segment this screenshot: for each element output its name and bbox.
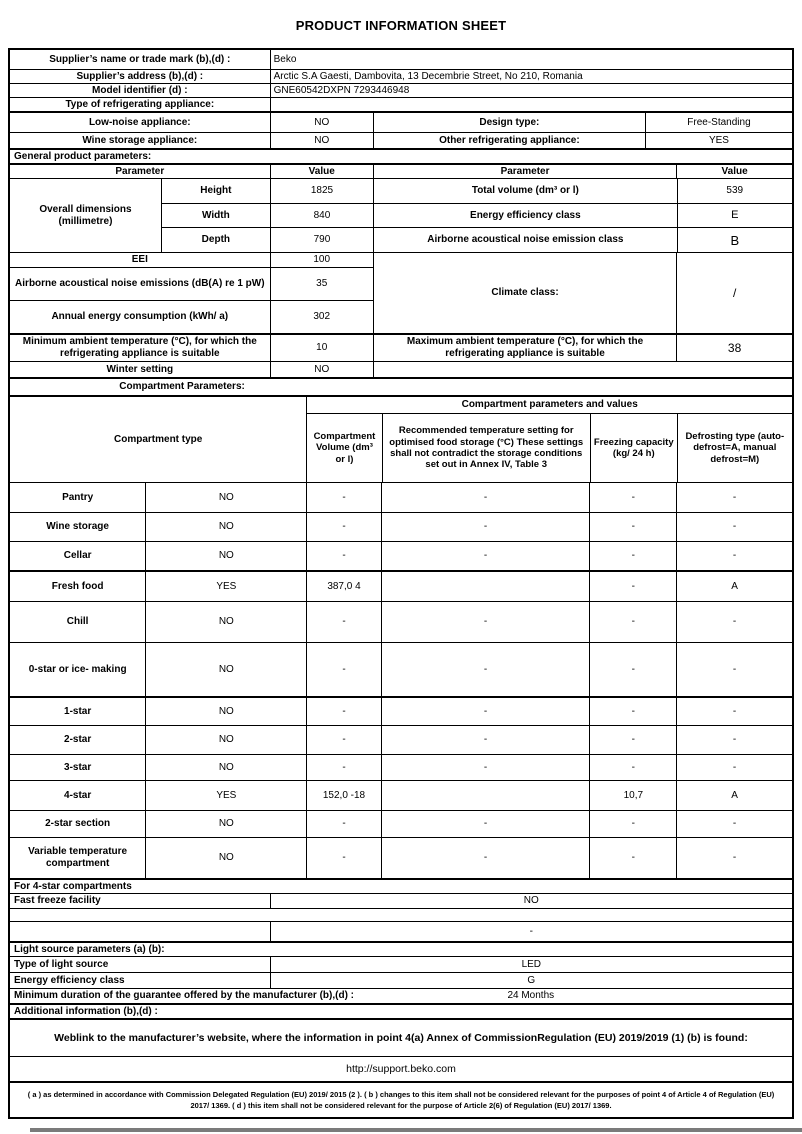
compartment-type-header: Compartment type — [114, 433, 203, 445]
light-source-type-row — [10, 956, 792, 972]
total-volume-value: 539 — [677, 179, 792, 203]
footnote-row — [10, 1081, 792, 1117]
eei-row — [10, 253, 373, 267]
compartment-freezing-cell: - — [589, 838, 676, 878]
compartment-volume-cell: - — [306, 838, 380, 878]
compartment-type-cell: Variable temperature compartment — [28, 846, 128, 869]
compartment-row-fresh-food — [10, 570, 792, 601]
compartment-volume-cell: - — [306, 542, 380, 570]
compartment-type-cell: 4-star — [64, 789, 92, 801]
height-row — [161, 179, 792, 203]
compartment-temp-cell: - — [381, 811, 590, 837]
energy-class-label: Energy efficiency class — [373, 204, 676, 228]
additional-information-row — [10, 1003, 792, 1018]
depth-row — [161, 227, 792, 252]
compartment-volume-cell: - — [306, 483, 380, 512]
next-page-edge — [30, 1128, 802, 1132]
compartment-defrost-cell: - — [676, 483, 792, 512]
compartment-type-cell: Cellar — [63, 550, 92, 562]
supplier-name-value: Beko — [270, 50, 792, 69]
design-type-label: Design type: — [373, 113, 645, 132]
compartment-present-cell: NO — [145, 755, 306, 780]
weblink-url-row — [10, 1056, 792, 1081]
footnote-text: ( a ) as determined in accordance with Commission Delegated Regulation (EU) 2019/ 2015 (2 ). ( b ) changes to this item shall not be considered relevant for the purposes of point 4 of Article 4 of Regulation (EU) 2017/ 1369. ( d ) this item shall not be considered relevant for the purpose of Article 2(6) of Regulation (EU) 2017/ 1369. — [27, 1089, 775, 1110]
compartment-freezing-cell: - — [589, 698, 676, 725]
low-noise-row — [10, 111, 792, 132]
compartment-freezing-cell: 10,7 — [589, 781, 676, 810]
compartment-temp-cell: - — [381, 838, 590, 878]
compartment-temp-cell: - — [381, 643, 590, 696]
compartment-parameters-label: Compartment Parameters: — [119, 381, 245, 393]
light-energy-class-value: G — [270, 973, 792, 988]
model-identifier-value: GNE60542DXPN 7293446948 — [270, 84, 792, 97]
annual-energy-label: Annual energy consumption (kWh/ a) — [51, 311, 229, 323]
compartment-temp-cell: - — [381, 726, 590, 754]
compartment-volume-cell: - — [306, 726, 380, 754]
winter-setting-value: NO — [270, 362, 373, 377]
compartment-defrost-cell: - — [676, 755, 792, 780]
compartment-volume-cell: - — [306, 755, 380, 780]
empty-row — [10, 908, 792, 921]
light-source-type-label: Type of light source — [14, 958, 109, 970]
compartment-row-2-star — [10, 725, 792, 754]
compartment-row-3-star — [10, 754, 792, 780]
compartment-temp-cell: - — [381, 483, 590, 512]
product-information-sheet — [8, 48, 794, 1119]
supplier-address-label: Supplier’s address (b),(d) : — [76, 70, 204, 82]
height-label: Height — [161, 179, 270, 203]
airborne-noise-row — [10, 267, 373, 300]
compartment-temp-cell — [381, 572, 590, 601]
compartment-present-cell: NO — [145, 643, 306, 696]
design-type-value: Free-Standing — [645, 113, 792, 132]
compartment-defrost-cell: - — [676, 811, 792, 837]
weblink-text: Weblink to the manufacturer’s website, where the information in point 4(a) Annex of CommissionRegulation (EU) 2019/2019 (1) (b) is found: — [54, 1031, 748, 1044]
wine-storage-label: Wine storage appliance: — [82, 134, 198, 146]
annual-energy-value: 302 — [270, 301, 373, 333]
compartment-temp-cell: - — [381, 602, 590, 642]
compartment-freezing-cell: - — [589, 542, 676, 570]
compartment-temp-cell: - — [381, 755, 590, 780]
guarantee-label: Minimum duration of the guarantee offered by the manufacturer (b),(d) : — [14, 990, 355, 1002]
general-parameters-label: General product parameters: — [14, 150, 152, 162]
compartment-defrost-cell: A — [676, 572, 792, 601]
compartment-parameters-header-row — [10, 377, 792, 395]
supplier-address-value: Arctic S.A Gaesti, Dambovita, 13 Decembrie Street, No 210, Romania — [270, 70, 792, 83]
guarantee-row — [10, 988, 792, 1003]
airborne-noise-label: Airborne acoustical noise emissions (dB(A) re 1 pW) — [15, 278, 265, 290]
compartment-present-cell: NO — [145, 726, 306, 754]
winter-setting-row — [10, 361, 792, 377]
value-header-right: Value — [676, 165, 792, 178]
general-parameters-header-row — [10, 148, 792, 163]
width-value: 840 — [270, 204, 373, 228]
compartment-present-cell: NO — [145, 542, 306, 570]
compartment-volume-header: Compartment Volume (dm³ or l) — [313, 430, 376, 465]
depth-value: 790 — [270, 228, 373, 252]
fast-freeze-label: Fast freeze facility — [14, 895, 101, 907]
other-refrigerating-value: YES — [645, 133, 792, 148]
max-ambient-label: Maximum ambient temperature (°C), for which the refrigerating appliance is suitable — [373, 335, 676, 361]
compartment-defrost-cell: - — [676, 513, 792, 541]
compartment-freezing-cell: - — [589, 483, 676, 512]
compartment-row-1-star — [10, 696, 792, 725]
width-row — [161, 203, 792, 228]
compartment-defrost-cell: - — [676, 838, 792, 878]
noise-class-value: B — [677, 228, 792, 252]
compartment-freezing-cell: - — [589, 643, 676, 696]
low-noise-label: Low-noise appliance: — [88, 116, 191, 128]
climate-class-value: / — [676, 253, 792, 333]
weblink-url: http://support.beko.com — [346, 1062, 456, 1075]
compartment-volume-cell: - — [306, 643, 380, 696]
compartment-row-variable-temperature — [10, 837, 792, 878]
dimensions-block — [10, 178, 792, 252]
fast-freeze-row — [10, 893, 792, 908]
noise-class-label: Airborne acoustical noise emission class — [373, 228, 676, 252]
supplier-name-label: Supplier’s name or trade mark (b),(d) : — [49, 53, 231, 65]
compartment-defrost-cell: - — [676, 698, 792, 725]
appliance-type-label: Type of refrigerating appliance: — [65, 98, 215, 110]
supplier-name-row — [10, 50, 792, 69]
compartment-row-4-star — [10, 780, 792, 810]
supplier-address-row — [10, 69, 792, 83]
width-label: Width — [161, 204, 270, 228]
compartment-row-pantry — [10, 482, 792, 512]
defrosting-type-header: Defrosting type (auto-defrost=A, manual defrost=M) — [677, 414, 792, 482]
compartment-freezing-cell: - — [589, 726, 676, 754]
depth-label: Depth — [161, 228, 270, 252]
compartment-row-chill — [10, 601, 792, 642]
overall-dimensions-line1: Overall dimensions — [39, 203, 132, 215]
compartment-type-cell: 2-star section — [45, 818, 111, 830]
dash-row — [10, 921, 792, 941]
climate-class-label: Climate class: — [373, 253, 676, 333]
compartment-volume-cell: - — [306, 811, 380, 837]
guarantee-value: 24 Months — [507, 990, 555, 1002]
compartment-defrost-cell: - — [676, 726, 792, 754]
compartment-defrost-cell: - — [676, 643, 792, 696]
appliance-type-row — [10, 97, 792, 111]
total-volume-label: Total volume (dm³ or l) — [373, 179, 676, 203]
energy-class-value: E — [677, 204, 792, 228]
compartment-freezing-cell: - — [589, 572, 676, 601]
compartment-type-cell: Fresh food — [51, 580, 104, 592]
compartment-temp-cell: - — [381, 698, 590, 725]
wine-storage-value: NO — [270, 133, 373, 148]
compartment-type-cell: 2-star — [64, 734, 92, 746]
value-header-left: Value — [270, 165, 373, 178]
light-source-header-label: Light source parameters (a) (b): — [14, 943, 165, 955]
compartment-volume-cell: 152,0 -18 — [306, 781, 380, 810]
compartment-type-cell: Wine storage — [46, 521, 109, 533]
appliance-type-value — [270, 98, 792, 111]
compartment-freezing-cell: - — [589, 602, 676, 642]
wine-storage-row — [10, 132, 792, 148]
winter-setting-label: Winter setting — [106, 363, 174, 375]
compartment-temp-cell: - — [381, 513, 590, 541]
compartment-present-cell: NO — [145, 838, 306, 878]
light-energy-class-label: Energy efficiency class — [14, 974, 125, 986]
compartment-row-wine-storage — [10, 512, 792, 541]
compartment-volume-cell: - — [306, 513, 380, 541]
compartment-present-cell: YES — [145, 781, 306, 810]
compartment-type-cell: 1-star — [64, 705, 92, 717]
light-energy-class-row — [10, 972, 792, 988]
empty-cell — [10, 909, 792, 921]
overall-dimensions-label — [10, 179, 161, 252]
model-identifier-label: Model identifier (d) : — [92, 84, 188, 96]
compartment-group-header: Compartment parameters and values — [307, 397, 792, 414]
compartment-type-cell: 0-star or ice- making — [28, 663, 127, 675]
compartment-present-cell: NO — [145, 513, 306, 541]
fast-freeze-value: NO — [270, 894, 792, 908]
compartment-volume-cell: - — [306, 602, 380, 642]
airborne-noise-value: 35 — [270, 268, 373, 300]
ambient-temperature-row — [10, 333, 792, 361]
dash-row-value: - — [270, 922, 792, 941]
compartment-row-cellar — [10, 541, 792, 570]
freezing-capacity-header: Freezing capacity (kg/ 24 h) — [590, 414, 677, 482]
winter-setting-empty — [373, 362, 792, 377]
parameter-header-left: Parameter — [115, 165, 165, 177]
parameter-header-row — [10, 163, 792, 178]
four-star-header-row — [10, 878, 792, 893]
compartment-freezing-cell: - — [589, 513, 676, 541]
compartment-type-cell: Pantry — [62, 491, 94, 503]
compartment-table-header — [10, 395, 792, 482]
compartment-present-cell: NO — [145, 698, 306, 725]
compartment-type-cell: Chill — [66, 616, 89, 628]
compartment-defrost-cell: - — [676, 602, 792, 642]
compartment-volume-cell: - — [306, 698, 380, 725]
compartment-temp-cell: - — [381, 542, 590, 570]
parameter-header-right: Parameter — [373, 165, 676, 178]
overall-dimensions-line2: (millimetre) — [58, 215, 113, 227]
compartment-present-cell: NO — [145, 811, 306, 837]
compartment-volume-cell: 387,0 4 — [306, 572, 380, 601]
page-title: PRODUCT INFORMATION SHEET — [295, 18, 507, 33]
min-ambient-value: 10 — [270, 335, 373, 361]
compartment-freezing-cell: - — [589, 755, 676, 780]
four-star-header-label: For 4-star compartments — [14, 880, 132, 892]
eei-label: EEI — [131, 254, 148, 266]
compartment-row-2-star-section — [10, 810, 792, 837]
dash-row-empty-cell — [10, 922, 270, 941]
additional-information-label: Additional information (b),(d) : — [14, 1005, 158, 1017]
compartment-temp-cell — [381, 781, 590, 810]
model-identifier-row — [10, 83, 792, 97]
light-source-type-value: LED — [270, 957, 792, 972]
compartment-present-cell: NO — [145, 483, 306, 512]
compartment-freezing-cell: - — [589, 811, 676, 837]
compartment-present-cell: NO — [145, 602, 306, 642]
min-ambient-label: Minimum ambient temperature (°C), for which the refrigerating appliance is suitable — [22, 336, 257, 359]
compartment-defrost-cell: - — [676, 542, 792, 570]
height-value: 1825 — [270, 179, 373, 203]
compartment-present-cell: YES — [145, 572, 306, 601]
compartment-defrost-cell: A — [676, 781, 792, 810]
light-source-header-row — [10, 941, 792, 956]
compartment-type-cell: 3-star — [64, 761, 92, 773]
other-refrigerating-label: Other refrigerating appliance: — [373, 133, 645, 148]
low-noise-value: NO — [270, 113, 373, 132]
eei-climate-block — [10, 252, 792, 333]
eei-value: 100 — [270, 253, 373, 267]
annual-energy-row — [10, 300, 373, 333]
recommended-temp-header: Recommended temperature setting for optimised food storage (°C) These settings shall not contradict the storage conditions set out in Annex IV, Table 3 — [382, 414, 590, 482]
max-ambient-value: 38 — [676, 335, 792, 361]
weblink-text-row — [10, 1018, 792, 1056]
compartment-row-0-star — [10, 642, 792, 696]
